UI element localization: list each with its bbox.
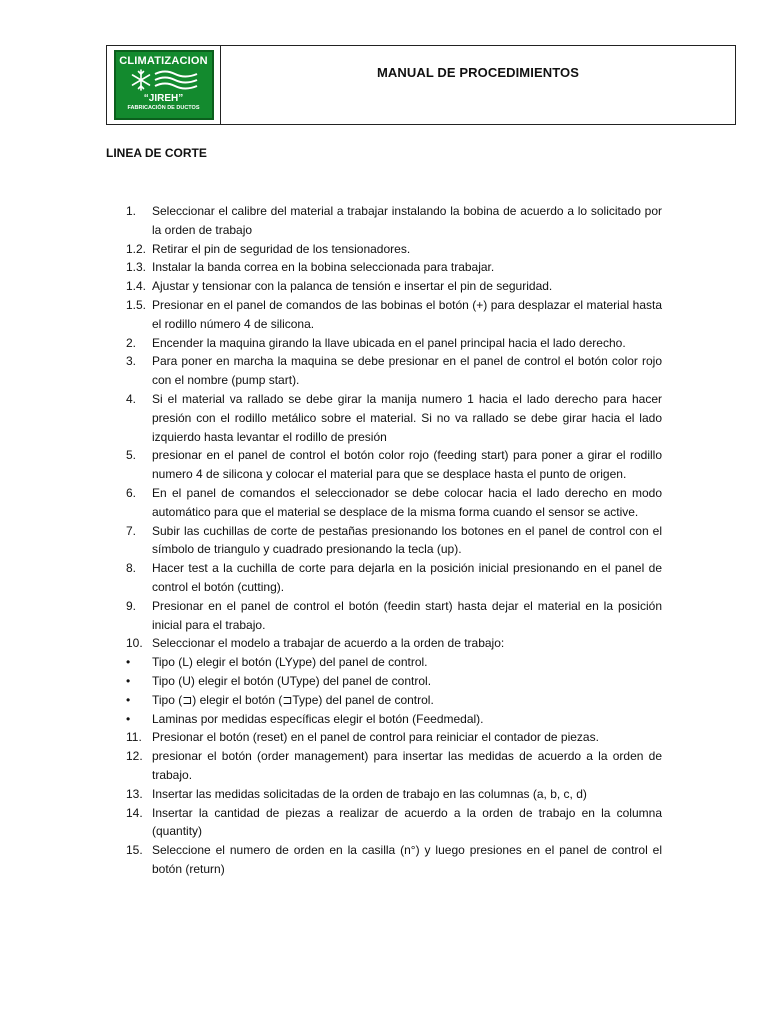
- list-item-text: Seleccionar el modelo a trabajar de acuerdo a la orden de trabajo:: [152, 636, 505, 651]
- list-item: [126, 202, 662, 240]
- list-item: [126, 240, 662, 259]
- company-logo: [114, 50, 214, 120]
- list-item-text: Ajustar y tensionar con la palanca de tensión e insertar el pin de seguridad.: [152, 279, 553, 294]
- list-item-text: presionar el botón (order management) para insertar las medidas de acuerdo a la orden de trabajo.: [152, 749, 662, 782]
- list-item-marker: 1.3.: [126, 260, 147, 275]
- list-item-marker: •: [126, 711, 131, 726]
- list-item-text: Instalar la banda correa en la bobina seleccionada para trabajar.: [152, 260, 495, 275]
- list-item: [126, 747, 662, 785]
- list-item-marker: 9.: [126, 598, 137, 613]
- list-item: [126, 785, 662, 804]
- list-item-text: Insertar la cantidad de piezas a realizar de acuerdo a la orden de trabajo en la columna (quantity): [152, 805, 662, 839]
- list-item-text: En el panel de comandos el seleccionador se debe colocar hacia el lado derecho en modo automático para que el material se desplace de la misma forma cuando el sensor se active.: [152, 485, 662, 519]
- list-item: [126, 597, 662, 635]
- list-item-marker: 2.: [126, 335, 137, 350]
- title-cell: [221, 46, 735, 124]
- list-item-marker: 8.: [126, 561, 137, 576]
- logo-top-text: CLIMATIZACION: [119, 55, 208, 67]
- list-item: [126, 559, 662, 597]
- list-item-text: Subir las cuchillas de corte de pestañas presionando los botones en el panel de control con el símbolo de triangulo y cuadrado presionando la tecla (up).: [152, 523, 662, 557]
- list-item: [126, 728, 662, 747]
- list-item-text: Insertar las medidas solicitadas de la orden de trabajo en las columnas (a, b, c, d): [152, 786, 587, 801]
- list-item-text: Encender la maquina girando la llave ubicada en el panel principal hacia el lado derecho.: [152, 335, 626, 350]
- list-item: [126, 277, 662, 296]
- list-item-text: Seleccionar el calibre del material a trabajar instalando la bobina de acuerdo a lo solicitado por la orden de trabajo: [152, 204, 662, 237]
- list-item: [126, 258, 662, 277]
- list-item: [126, 804, 662, 842]
- snowflake-waves-icon: [129, 68, 199, 92]
- list-item: [126, 710, 662, 729]
- list-item-text: Tipo (⊐) elegir el botón (⊐Type) del panel de control.: [152, 692, 434, 707]
- list-item-text: Presionar en el panel de control el botón (feedin start) hasta dejar el material en la posición inicial para el trabajo.: [152, 598, 662, 632]
- list-item-marker: •: [126, 692, 131, 707]
- list-item-marker: 13.: [126, 786, 143, 801]
- list-item-text: Para poner en marcha la maquina se debe presionar en el panel de control el botón color rojo con el nombre (pump start).: [152, 354, 662, 388]
- list-item-marker: 10.: [126, 636, 143, 651]
- logo-name: “JIREH”: [143, 93, 184, 104]
- list-item-text: Laminas por medidas específicas elegir el botón (Feedmedal).: [152, 711, 484, 726]
- logo-subtitle: FABRICACIÓN DE DUCTOS: [127, 105, 200, 111]
- list-item-marker: 5.: [126, 448, 137, 463]
- list-item-marker: 6.: [126, 485, 137, 500]
- list-item: [126, 522, 662, 560]
- document-header: [106, 45, 736, 125]
- list-item-text: Seleccione el numero de orden en la casilla (n°) y luego presiones en el panel de control el botón (return): [152, 843, 662, 876]
- list-item-text: Retirar el pin de seguridad de los tensionadores.: [152, 241, 411, 256]
- list-item: [126, 390, 662, 446]
- list-item-marker: 12.: [126, 749, 143, 764]
- logo-graphic: [129, 67, 199, 93]
- list-item-text: Si el material va rallado se debe girar la manija numero 1 hacia el lado derecho para hacer presión con el rodillo metálico sobre el material. Si no va rallado se debe girar hacia el lado izquierdo hasta levantar el rodillo de presión: [152, 391, 662, 444]
- list-item-marker: 1.5.: [126, 297, 147, 312]
- list-item-marker: 11.: [126, 730, 142, 745]
- section-title: LINEA DE CORTE: [106, 146, 207, 160]
- list-item-marker: 14.: [126, 805, 143, 820]
- list-item-marker: •: [126, 673, 131, 688]
- list-item-marker: 7.: [126, 523, 137, 538]
- list-item-marker: 15.: [126, 843, 143, 858]
- procedure-list: [126, 202, 662, 879]
- list-item-marker: 1.: [126, 204, 137, 218]
- list-item: [126, 446, 662, 484]
- list-item-text: Tipo (U) elegir el botón (UType) del panel de control.: [152, 673, 432, 688]
- list-item: [126, 634, 662, 653]
- list-item: [126, 296, 662, 334]
- list-item-text: Presionar en el panel de comandos de las bobinas el botón (+) para desplazar el material hasta el rodillo número 4 de silicona.: [152, 297, 662, 331]
- list-item-marker: 4.: [126, 391, 137, 406]
- list-item-text: presionar en el panel de control el botón color rojo (feeding start) para poner a girar el rodillo numero 4 de silicona y colocar el material para que se desplace hasta el punto de origen.: [152, 448, 662, 482]
- document-title: MANUAL DE PROCEDIMIENTOS: [377, 65, 579, 80]
- list-item-marker: •: [126, 655, 131, 670]
- logo-cell: [107, 46, 221, 124]
- list-item: [126, 334, 662, 353]
- list-item-text: Presionar el botón (reset) en el panel de control para reiniciar el contador de piezas.: [152, 730, 599, 745]
- list-item: [126, 691, 662, 710]
- list-item-text: Tipo (L) elegir el botón (LYype) del panel de control.: [152, 655, 428, 670]
- list-item-marker: 1.4.: [126, 279, 147, 294]
- list-item: [126, 352, 662, 390]
- list-item-marker: 3.: [126, 354, 137, 369]
- list-item-text: Hacer test a la cuchilla de corte para dejarla en la posición inicial presionando en el panel de control el botón (cutting).: [152, 561, 662, 594]
- list-item-marker: 1.2.: [126, 241, 147, 256]
- list-item: [126, 484, 662, 522]
- list-item: [126, 841, 662, 879]
- list-item: [126, 653, 662, 672]
- list-item: [126, 672, 662, 691]
